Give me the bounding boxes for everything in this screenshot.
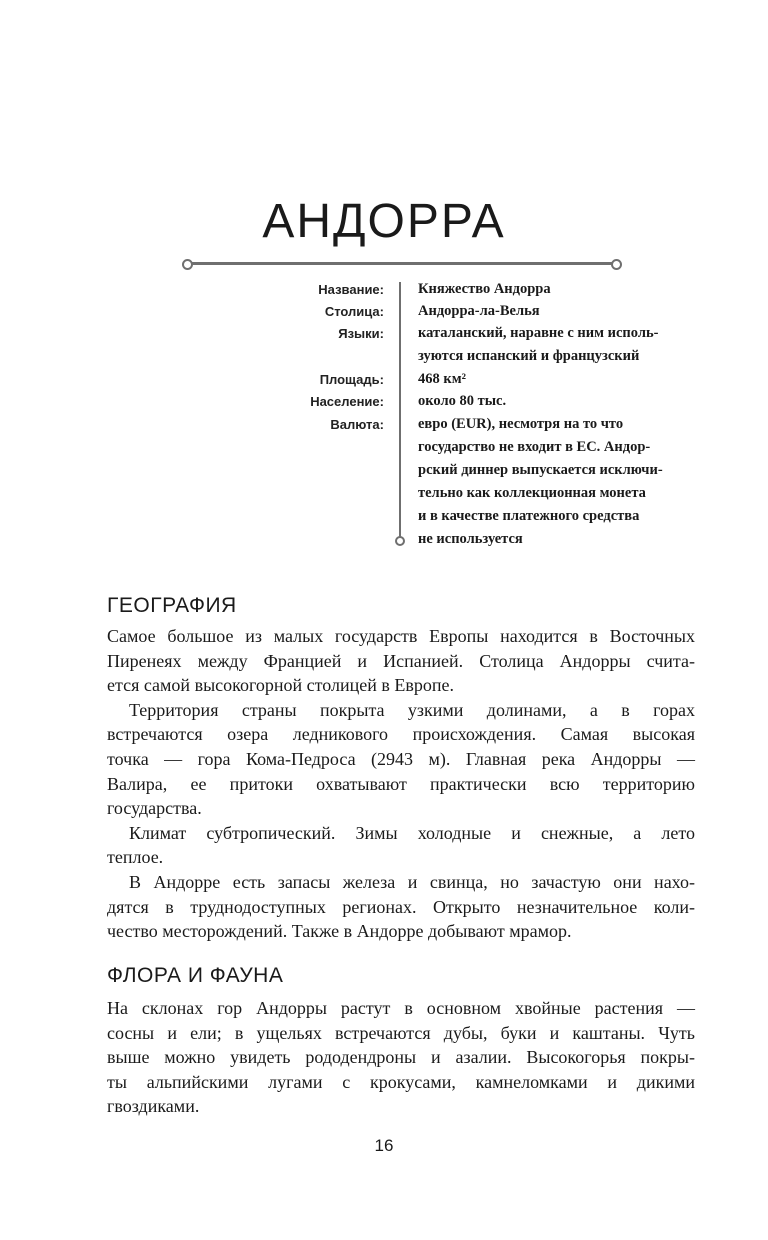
fact-sheet — [0, 278, 768, 550]
text-line: Валира, ее притоки охватывают практически всю территорию — [107, 773, 695, 794]
text-line: Самое большое из малых государств Европы находится в Восточных — [107, 626, 695, 646]
text-line: встречаются озера ледникового происхождения. Самая высокая — [107, 724, 695, 745]
fact-value: 468 км² — [418, 371, 466, 387]
text-line: точка — гора Кома-Педроса (2943 м). Главная река Андорры — — [107, 748, 695, 769]
fact-label: Название: — [318, 282, 384, 297]
text-line: чество месторождений. Также в Андорре добывают мрамор. — [107, 921, 572, 942]
section-body-flora-fauna — [107, 996, 695, 1119]
fact-label: Площадь: — [319, 372, 384, 387]
text-line: выше можно увидеть рододендроны и азалии. Высокогорья покры- — [107, 1047, 695, 1068]
fact-label: Валюта: — [330, 417, 384, 432]
section-heading-geography: ГЕОГРАФИЯ — [107, 594, 237, 617]
fact-value: Княжество Андорра — [418, 281, 551, 297]
text-line: ется самой высокогорной столицей в Европе. — [107, 675, 455, 696]
text-line: Пиренеях между Францией и Испанией. Столица Андорры счита- — [107, 650, 695, 671]
text-line: ты альпийскими лугами с крокусами, камнеломками и дикими — [107, 1071, 695, 1092]
page-title: АНДОРРА — [262, 195, 506, 248]
fact-value: около 80 тыс. — [418, 393, 507, 409]
text-line: государства. — [107, 798, 202, 819]
fact-sheet-divider — [399, 282, 401, 538]
text-line: сосны и ели; в ущельях встречаются дубы, буки и каштаны. Чуть — [107, 1022, 695, 1043]
section-heading-flora-fauna: ФЛОРА И ФАУНА — [107, 964, 284, 987]
text-line: дятся в труднодоступных регионах. Открыто незначительное коли- — [107, 896, 695, 917]
text-line: Климат субтропический. Зимы холодные и снежные, а лето — [129, 822, 695, 843]
fact-value: Андорра-ла-Велья — [418, 303, 540, 319]
fact-label: Население: — [310, 394, 384, 409]
fact-value: каталанский, наравне с ним исполь- зуются испанский и французский — [418, 325, 659, 364]
divider-end-ornament — [611, 259, 622, 270]
divider-end-ornament — [182, 259, 193, 270]
text-line: теплое. — [107, 847, 164, 868]
text-line: На склонах гор Андорры растут в основном хвойные растения — — [107, 998, 695, 1018]
fact-label: Языки: — [338, 326, 384, 341]
text-line: В Андорре есть запасы железа и свинца, но зачастую они нахо- — [129, 871, 695, 892]
fact-label: Столица: — [324, 304, 384, 319]
divider-end-ornament — [395, 536, 405, 546]
text-line: гвоздиками. — [107, 1096, 200, 1117]
text-line: Территория страны покрыта узкими долинами, а в горах — [129, 699, 695, 720]
title-divider — [182, 258, 622, 270]
page-number: 16 — [374, 1136, 394, 1155]
fact-value: евро (EUR), несмотря на то что государство не входит в ЕС. Андор- рский диннер выпускается исключи- тельно как коллекционная монета и в качестве платежного средства не используется — [418, 416, 663, 547]
section-body-geography — [107, 624, 695, 944]
